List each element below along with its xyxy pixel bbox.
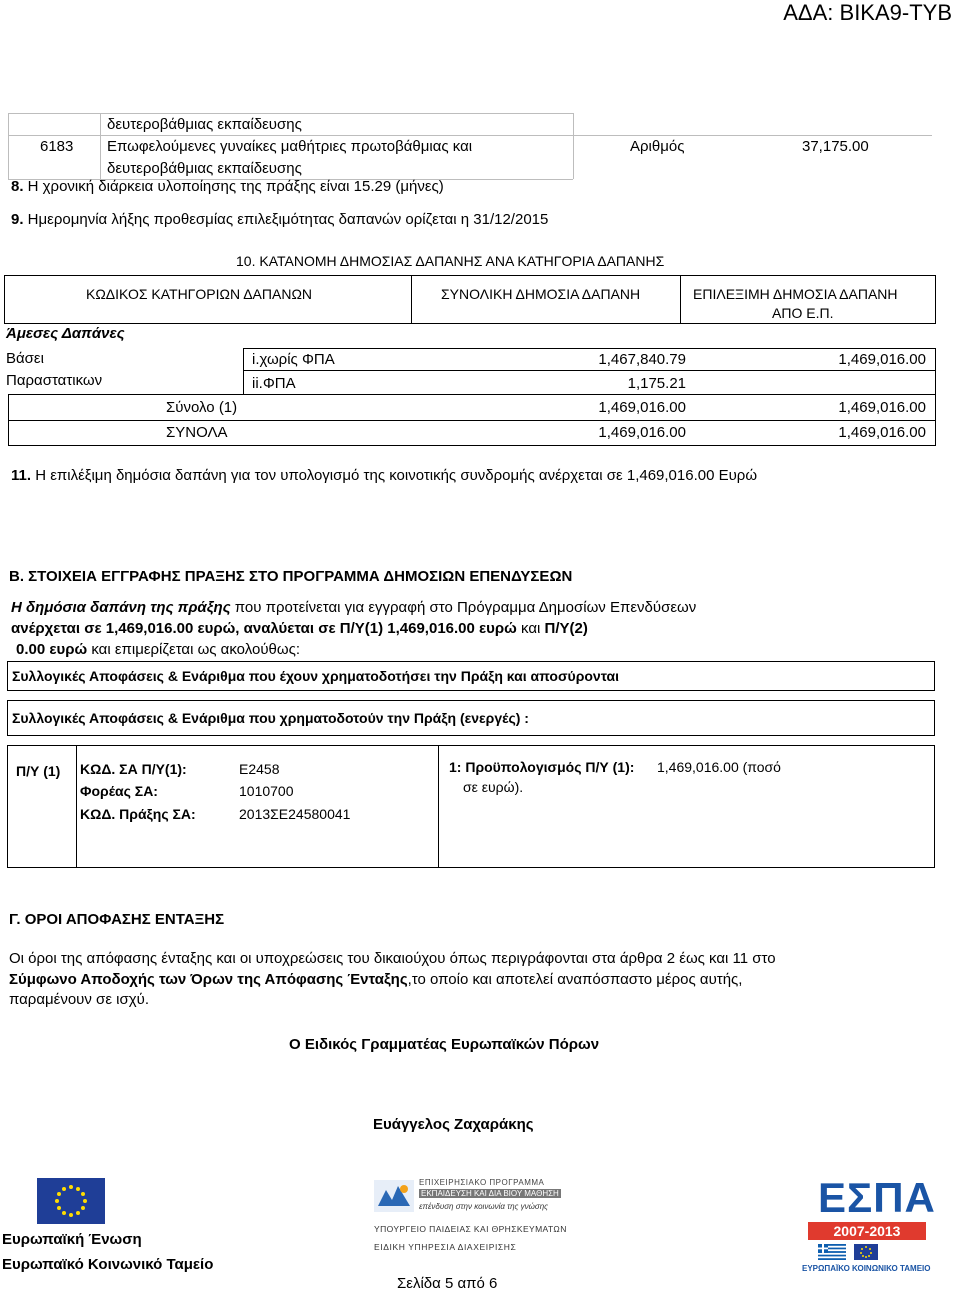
indicator-desc-2: δευτεροβάθμιας εκπαίδευσης xyxy=(107,160,302,177)
programme-logo-line-3: επένδυση στην κοινωνία της γνώσης xyxy=(419,1202,549,1211)
eu-label: Ευρωπαϊκή Ένωση xyxy=(2,1231,142,1248)
item-9: 9. Ημερομηνία λήξης προθεσμίας επιλεξιμότητας δαπανών ορίζεται η 31/12/2015 xyxy=(11,211,549,228)
allocation-title: 10. ΚΑΤΑΝΟΜΗ ΔΗΜΟΣΙΑΣ ΔΑΠΑΝΗΣ ΑΝΑ ΚΑΤΗΓΟΡΙΑ ΔΑΠΑΝΗΣ xyxy=(236,253,665,269)
page-number: Σελίδα 5 από 6 xyxy=(397,1275,498,1292)
programme-logo-line-2: ΕΚΠΑΙΔΕΥΣΗ ΚΑΙ ΔΙΑ ΒΙΟΥ ΜΑΘΗΣΗ xyxy=(421,1189,559,1198)
programme-logo-line-4: ΥΠΟΥΡΓΕΙΟ ΠΑΙΔΕΙΑΣ ΚΑΙ ΘΡΗΣΚΕΥΜΑΤΩΝ xyxy=(374,1224,567,1234)
col-category-header: ΚΩΔΙΚΟΣ ΚΑΤΗΓΟΡΙΩΝ ΔΑΠΑΝΩΝ xyxy=(86,286,313,302)
eu-flag-icon xyxy=(37,1178,105,1224)
section-b-title: Β. ΣΤΟΙΧΕΙΑ ΕΓΓΡΑΦΗΣ ΠΡΑΞΗΣ ΣΤΟ ΠΡΟΓΡΑΜΜΑ ΔΗΜΟΣΙΩΝ ΕΠΕΝΔΥΣΕΩΝ xyxy=(9,568,573,585)
indicator-value: 37,175.00 xyxy=(802,138,869,155)
programme-logo-line-5: ΕΙΔΙΚΗ ΥΠΗΡΕΣΙΑ ΔΙΑΧΕΙΡΙΣΗΣ xyxy=(374,1242,517,1252)
esf-label: Ευρωπαϊκό Κοινωνικό Ταμείο xyxy=(2,1256,214,1273)
budget-label: 1: Προϋπολογισμός Π/Υ (1): xyxy=(449,759,635,775)
sa-code-value: Ε2458 xyxy=(239,761,280,777)
section-c-line-1: Οι όροι της απόφασης ένταξης και οι υποχρεώσεις του δικαιούχου όπως περιγράφονται στα άρθρα 2 έως και 11 στο xyxy=(9,950,776,967)
indicator-code: 6183 xyxy=(40,138,74,155)
col-eligible-header-2: ΑΠΟ Ε.Π. xyxy=(772,305,834,321)
active-decisions-box xyxy=(7,700,935,736)
total-total: 1,469,016.00 xyxy=(598,424,686,441)
foreas-label: Φορέας ΣΑ: xyxy=(80,783,158,799)
subtotal-eligible: 1,469,016.00 xyxy=(838,399,926,416)
total-label: ΣΥΝΟΛΑ xyxy=(166,424,228,441)
active-decisions-label: Συλλογικές Αποφάσεις & Ενάριθμα που χρηματοδοτούν την Πράξη (ενεργές) : xyxy=(12,710,529,726)
signatory-name: Ευάγγελος Ζαχαράκης xyxy=(373,1116,534,1133)
foreas-value: 1010700 xyxy=(239,783,294,799)
col-eligible-header-1: ΕΠΙΛΕΞΙΜΗ ΔΗΜΟΣΙΑ ΔΑΠΑΝΗ xyxy=(693,286,898,302)
item-11: 11. Η επιλέξιμη δημόσια δαπάνη για τον υπολογισμό της κοινοτικής συνδρομής ανέρχεται σε 1,469,016.00 Ευρώ xyxy=(11,467,758,484)
ada-header: ΑΔΑ: ΒΙΚΑ9-ΤΥΒ xyxy=(783,0,952,25)
category-label-1: Βάσει xyxy=(6,350,44,367)
col-total-header: ΣΥΝΟΛΙΚΗ ΔΗΜΟΣΙΑ ΔΑΠΑΝΗ xyxy=(441,286,641,302)
section-b-paragraph-2: ανέρχεται σε 1,469,016.00 ευρώ, αναλύεται σε Π/Υ(1) 1,469,016.00 ευρώ και Π/Υ(2) xyxy=(11,620,588,637)
item-8: 8. Η χρονική διάρκεια υλοποίησης της πράξης είναι 15.29 (μήνες) xyxy=(11,178,444,195)
programme-emblem-icon xyxy=(374,1180,414,1212)
signatory-role: Ο Ειδικός Γραμματέας Ευρωπαϊκών Πόρων xyxy=(289,1036,600,1053)
category-label-2: Παραστατικων xyxy=(6,372,103,389)
row-ii-total: 1,175.21 xyxy=(627,375,686,392)
section-b-paragraph-1: Η δημόσια δαπάνη της πράξης που προτείνεται για εγγραφή στο Πρόγραμμα Δημοσίων Επενδύσεων xyxy=(11,599,697,616)
indicator-unit: Αριθμός xyxy=(630,138,685,155)
budget-details-box xyxy=(7,745,935,868)
py-label: Π/Υ (1) xyxy=(16,763,61,779)
indicator-desc-1: Επωφελούμενες γυναίκες μαθήτριες πρωτοβάθμιας και xyxy=(107,138,473,155)
withdrawn-decisions-label: Συλλογικές Αποφάσεις & Ενάριθμα που έχουν χρηματοδοτήσει την Πράξη και αποσύρονται xyxy=(12,668,620,684)
espa-logo xyxy=(802,1174,936,1276)
espa-logo-text: ΕΣΠΑ xyxy=(818,1174,936,1221)
row-ii-label: ii.ΦΠΑ xyxy=(252,375,296,392)
budget-value: 1,469,016.00 (ποσό xyxy=(657,759,781,775)
subtotal-total: 1,469,016.00 xyxy=(598,399,686,416)
espa-logo-years: 2007-2013 xyxy=(808,1222,926,1240)
top-row-text: δευτεροβάθμιας εκπαίδευσης xyxy=(107,116,302,133)
section-c-line-3: παραμένουν σε ισχύ. xyxy=(9,991,150,1008)
section-c-line-2: Σύμφωνο Αποδοχής των Όρων της Απόφασης Ένταξης,το οποίο και αποτελεί αναπόσπαστο μέρος αυτής, xyxy=(9,971,743,988)
row-i-label: i.χωρίς ΦΠΑ xyxy=(252,351,335,368)
row-i-total: 1,467,840.79 xyxy=(598,351,686,368)
praxi-code-label: ΚΩΔ. Πράξης ΣΑ: xyxy=(80,806,196,822)
section-b-paragraph-3: 0.00 ευρώ και επιμερίζεται ως ακολούθως: xyxy=(16,641,300,658)
withdrawn-decisions-box xyxy=(7,661,935,691)
eu-small-flag-icon xyxy=(854,1244,878,1260)
greek-flag-icon xyxy=(818,1244,846,1260)
operational-programme-logo xyxy=(374,1178,590,1258)
subtotal-label: Σύνολο (1) xyxy=(166,399,238,416)
total-eligible: 1,469,016.00 xyxy=(838,424,926,441)
espa-logo-motto: ΕΥΡΩΠΑΪΚΟ ΚΟΙΝΩΝΙΚΟ ΤΑΜΕΙΟ xyxy=(802,1264,931,1273)
sa-code-label: ΚΩΔ. ΣΑ Π/Υ(1): xyxy=(80,761,187,777)
section-direct-costs: Άμεσες Δαπάνες xyxy=(6,325,125,342)
budget-value-unit: σε ευρώ). xyxy=(463,779,524,795)
section-c-title: Γ. ΟΡΟΙ ΑΠΟΦΑΣΗΣ ΕΝΤΑΞΗΣ xyxy=(9,911,225,928)
row-i-eligible: 1,469,016.00 xyxy=(838,351,926,368)
programme-logo-line-1: ΕΠΙΧΕΙΡΗΣΙΑΚΟ ΠΡΟΓΡΑΜΜΑ xyxy=(419,1178,545,1187)
praxi-code-value: 2013ΣΕ24580041 xyxy=(239,806,351,822)
